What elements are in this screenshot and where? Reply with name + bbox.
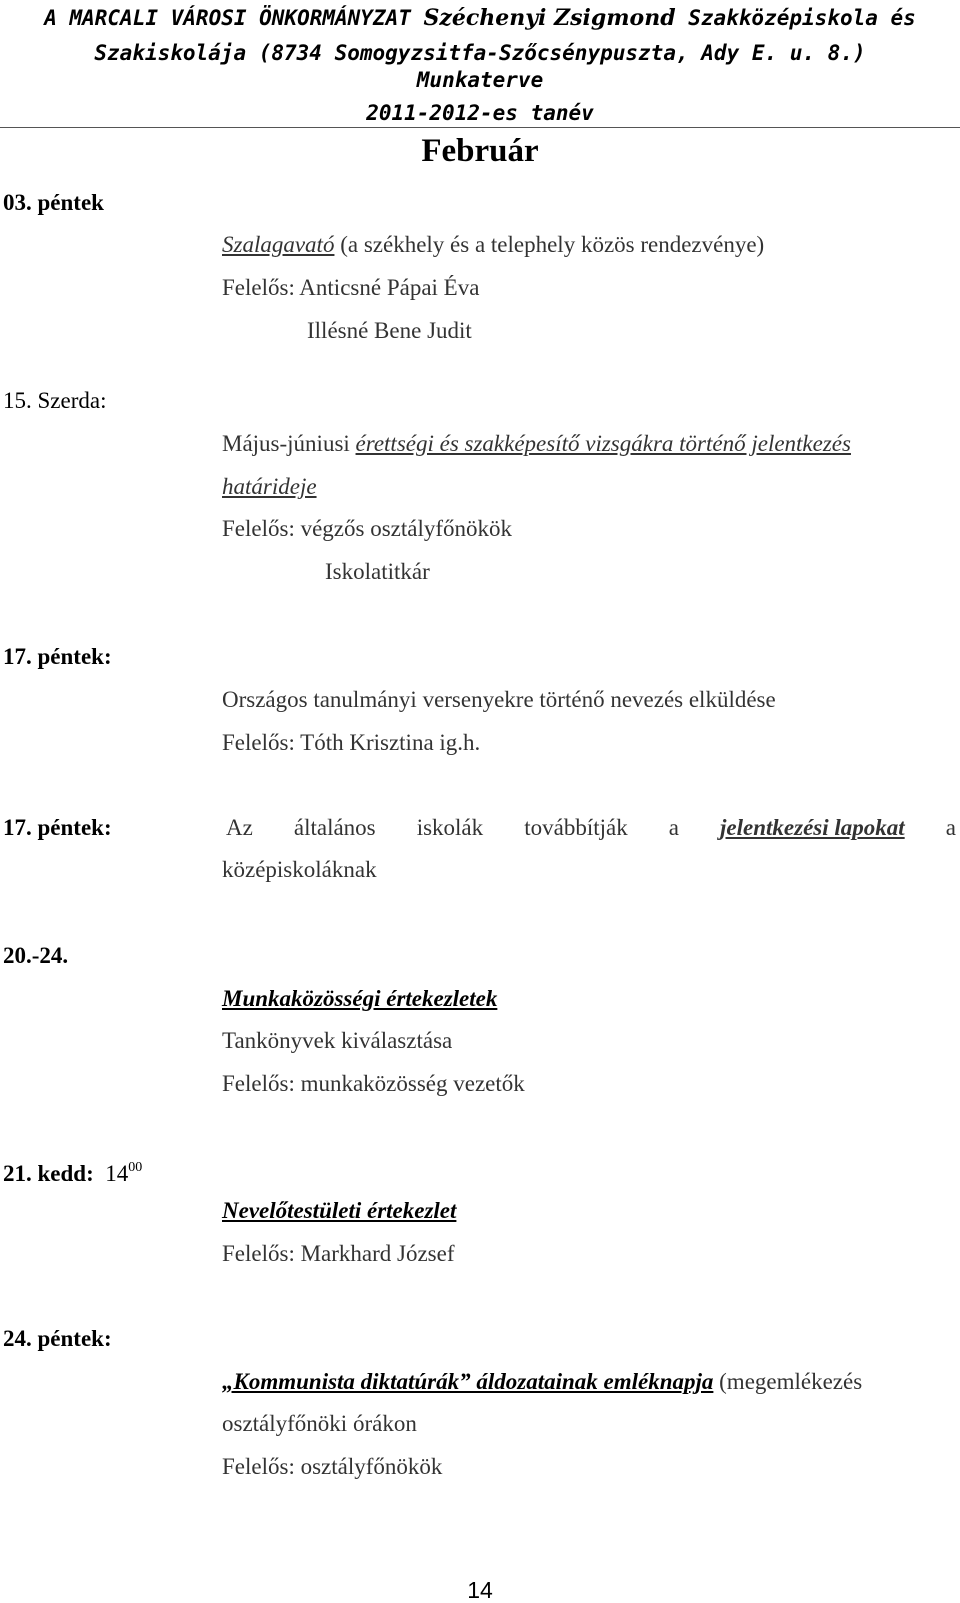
- word: továbbítják: [524, 815, 628, 840]
- responsible-line: Felelős: végzős osztályfőnökök: [222, 516, 513, 541]
- event-title-cont: határideje: [222, 474, 317, 499]
- event-detail: (megemlékezés: [713, 1369, 863, 1394]
- entry-date-line: [3, 1155, 142, 1187]
- header-divider: [0, 127, 960, 128]
- responsible-line: Felelős: Anticsné Pápai Éva: [222, 275, 480, 300]
- header-school-prefix: A MARCALI VÁROSI ÖNKORMÁNYZAT: [44, 6, 424, 30]
- header-line-3: Munkaterve: [416, 68, 544, 92]
- header-school-name-script: Széchenyi Zsigmond: [423, 5, 676, 31]
- header-school-suffix: Szakközépiskola és: [675, 6, 916, 30]
- event-title: jelentkezési lapokat: [720, 815, 905, 840]
- event-title: érettségi és szakképesítő vizsgákra történő jelentkezés: [355, 431, 851, 456]
- event-detail: (a székhely és a telephely közös rendezvénye): [334, 232, 765, 257]
- entry-date: 15. Szerda:: [3, 388, 107, 413]
- event-title: „Kommunista diktatúrák” áldozatainak emléknapja: [222, 1369, 714, 1394]
- event-text-cont: középiskoláknak: [222, 857, 377, 882]
- event-title: Szalagavató: [222, 232, 335, 257]
- month-title: Február: [421, 133, 539, 169]
- responsible-line: Felelős: munkaközösség vezetők: [222, 1071, 525, 1096]
- responsible-line: Felelős: osztályfőnökök: [222, 1454, 443, 1479]
- entry-date: 17. péntek:: [3, 815, 112, 840]
- event-time-minutes: 00: [128, 1160, 143, 1175]
- responsible-line: Iskolatitkár: [325, 559, 430, 584]
- header-line-1: [0, 5, 960, 31]
- event-text: Országos tanulmányi versenyekre történő nevezés elküldése: [222, 687, 776, 712]
- event-text-cont: osztályfőnöki órákon: [222, 1411, 417, 1436]
- page-number: 14: [467, 1577, 493, 1603]
- entry-title-line: [222, 1369, 862, 1395]
- event-title: Nevelőtestületi értekezlet: [222, 1198, 457, 1223]
- event-title: Munkaközösségi értekezletek: [222, 986, 498, 1011]
- entry-date: 17. péntek:: [3, 644, 112, 669]
- entry-date: 20.-24.: [3, 943, 69, 968]
- header-line-2: Szakiskolája (8734 Somogyzsitfa-Szőcsénypuszta, Ady E. u. 8.): [94, 41, 866, 65]
- word: Az: [226, 815, 253, 840]
- responsible-line: Felelős: Markhard József: [222, 1241, 455, 1266]
- event-text: Tankönyvek kiválasztása: [222, 1028, 453, 1053]
- entry-title-line: [222, 431, 851, 457]
- entry-date: 03. péntek: [3, 190, 104, 215]
- header-line-4: 2011-2012-es tanév: [366, 101, 594, 125]
- responsible-line: Felelős: Tóth Krisztina ig.h.: [222, 730, 481, 755]
- event-time: 14: [105, 1161, 129, 1186]
- word: iskolák: [416, 815, 484, 840]
- word: általános: [293, 815, 376, 840]
- event-text: Május-júniusi: [222, 431, 356, 456]
- entry-date: 24. péntek:: [3, 1326, 112, 1351]
- word: a: [945, 815, 956, 840]
- justified-line: [226, 815, 956, 841]
- entry-title-line: [222, 232, 764, 258]
- word: a: [668, 815, 679, 840]
- entry-date: 21. kedd:: [3, 1161, 94, 1186]
- responsible-line: Illésné Bene Judit: [307, 318, 472, 343]
